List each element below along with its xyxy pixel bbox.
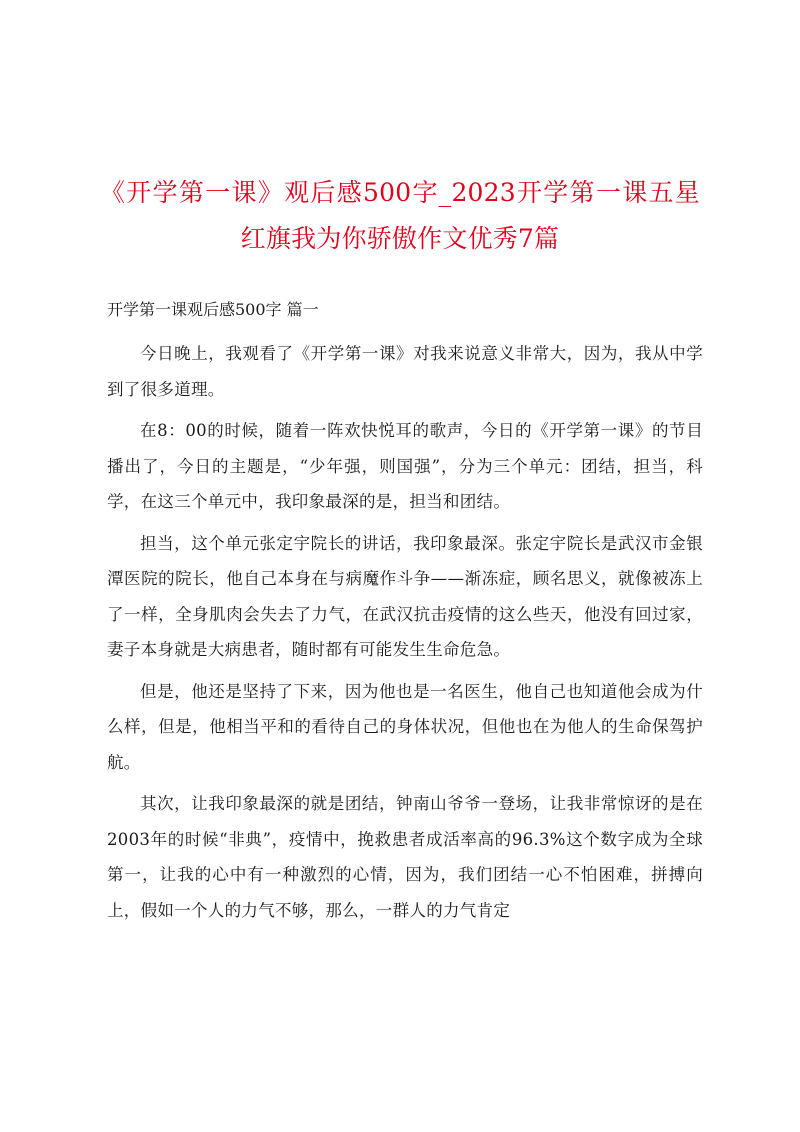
section-heading: 开学第一课观后感500字 篇一 <box>107 300 319 319</box>
paragraph: 在8：00的时候，随着一阵欢快悦耳的歌声，今日的《开学第一课》的节目播出了，今日的主题是，“少年强，则国强”，分为三个单元：团结，担当，科学，在这三个单元中，我印象最深的是，担当和团结。 <box>107 421 703 511</box>
paragraph: 其次，让我印象最深的就是团结，钟南山爷爷一登场，让我非常惊讶的是在2003年的时候“非典”，疫情中，挽救患者成活率高的96.3%这个数字成为全球第一，让我的心中有一种激烈的心情，因为，我们团结一心不怕困难，拼搏向上，假如一个人的力气不够，那么，一群人的力气肯定 <box>107 794 703 920</box>
paragraph: 担当，这个单元张定宇院长的讲话，我印象最深。张定宇院长是武汉市金银潭医院的院长，他自己本身在与病魔作斗争——渐冻症，顾名思义，就像被冻上了一样，全身肌肉会失去了力气，在武汉抗击疫情的这么些天，他没有回过家，妻子本身就是大病患者，随时都有可能发生生命危急。 <box>107 533 703 659</box>
paragraph: 今日晚上，我观看了《开学第一课》对我来说意义非常大，因为，我从中学到了很多道理。 <box>107 344 703 399</box>
document-body <box>107 336 703 934</box>
document-title: 《开学第一课》观后感500字_2023开学第一课五星红旗我为你骄傲作文优秀7篇 <box>100 178 700 253</box>
paragraph: 但是，他还是坚持了下来，因为他也是一名医生，他自己也知道他会成为什么样，但是，他相当平和的看待自己的身体状况，但他也在为他人的生命保驾护航。 <box>107 681 703 772</box>
